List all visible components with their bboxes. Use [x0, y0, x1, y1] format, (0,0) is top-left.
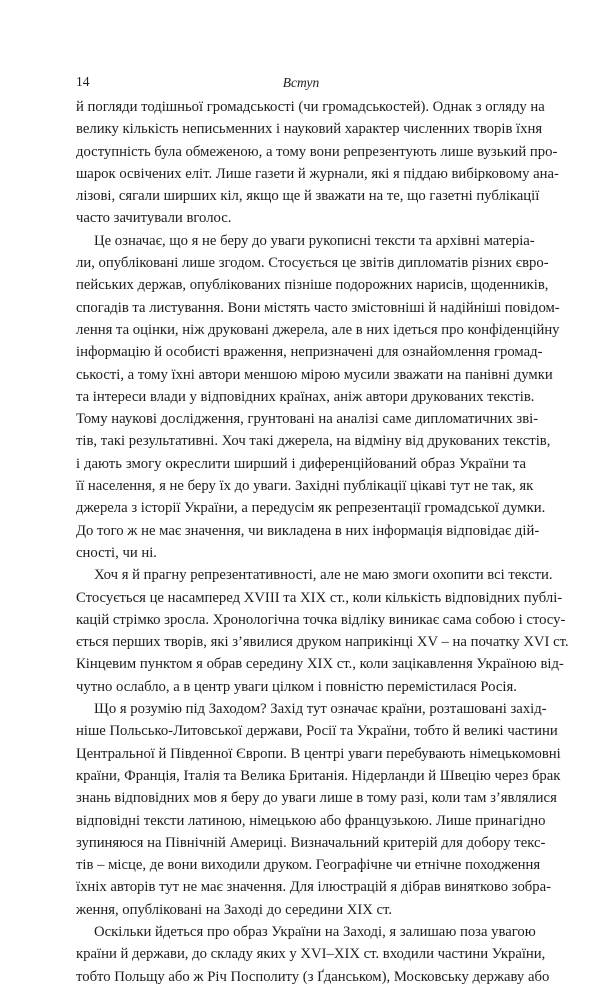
body-text — [76, 96, 569, 988]
text-line: її населення, я не беру їх до уваги. Західні публікації цікаві тут не так, як — [76, 478, 534, 495]
text-line: знань відповідних мов я беру до уваги лише в тому разі, коли там з’являлися — [76, 790, 557, 807]
text-line: велику кількість неписьменних і науковий характер численних творів їхня — [76, 121, 543, 138]
text-line: ється перших творів, які з’явилися друком наприкінці XV – на початку XVI ст. — [76, 634, 569, 651]
text-line: Тому наукові дослідження, грунтовані на аналізі саме дипломатичних зві- — [76, 411, 539, 428]
text-line: інформацію й особисті враження, непризначені для ознайомлення громад- — [76, 344, 543, 361]
text-line: відповідні тексти латиною, німецькою або французькою. Лише принагідно — [76, 812, 546, 829]
text-line: доступність була обмеженою, а тому вони репрезентують лише вузький про- — [76, 143, 558, 160]
text-line: ли, опубліковані лише згодом. Стосується це звітів дипломатів різних євро- — [76, 255, 549, 272]
text-line: їхніх авторів тут не має значення. Для ілюстрацій я дібрав винятково зобра- — [76, 879, 552, 896]
text-line: Це означає, що я не беру до уваги рукописні тексти та архівні матеріа- — [94, 232, 535, 249]
text-line: тів – місце, де вони виходили друком. Географічне чи етнічне походження — [76, 857, 541, 874]
text-line: Стосується це насамперед XVIII та XIX ст., коли кількість відповідних публі- — [76, 589, 563, 606]
text-line: джерела з історії України, а передусім як репрезентації громадської думки. — [76, 500, 546, 517]
text-line: спогадів та листування. Вони містять часто змістовніші й надійніші повідом- — [76, 299, 560, 316]
text-line: зупиняюся на Північній Америці. Визначальний критерій для добору текс- — [76, 834, 546, 851]
text-line: Кінцевим пунктом я обрав середину XIX ст., коли зацікавлення Україною від- — [76, 656, 564, 673]
text-line: Оскільки йдеться про образ України на Заході, я залишаю поза увагою — [94, 923, 536, 940]
text-line: ськості, а тому їхні автори меншою мірою мусили зважати на панівні думки — [76, 366, 553, 383]
text-line: і дають змогу окреслити ширший і диференційований образ України та — [76, 455, 526, 472]
text-line: кацій стрімко зросла. Хронологічна точка відліку виникає сама собою і стосу- — [76, 611, 566, 628]
text-line: Центральної й Південної Європи. В центрі уваги перебувають німецькомовні — [76, 745, 561, 762]
text-line: країни й держави, до складу яких у XVI–XIX ст. входили частини України, — [76, 946, 546, 963]
page-header — [76, 74, 526, 94]
text-line: шарок освічених еліт. Лише газети й журнали, які я піддаю вибірковому ана- — [76, 165, 559, 182]
running-title: Вступ — [282, 75, 320, 90]
text-line: До того ж не має значення, чи викладена в них інформація відповідає дій- — [76, 522, 540, 539]
text-line: лізові, сягали ширших кіл, якщо ще й зважати на те, що газетні публікації — [76, 188, 540, 205]
text-line: Що я розумію під Заходом? Захід тут означає країни, розташовані захід- — [94, 701, 547, 718]
text-line: пейських держав, опублікованих пізніше подорожних нарисів, щоденників, — [76, 277, 549, 294]
text-line: тів, такі результативні. Хоч такі джерела, на відміну від друкованих текстів, — [76, 433, 551, 450]
text-line: країни, Франція, Італія та Велика Британія. Нідерланди й Швецію через брак — [76, 767, 561, 784]
text-line: Хоч я й прагну репрезентативності, але не маю змоги охопити всі тексти. — [94, 567, 553, 584]
text-line: чутно ослабло, а в центр уваги цілком і повністю перемістилася Росія. — [76, 678, 517, 695]
text-line: й погляди тодішньої громадськості (чи громадськостей). Однак з огляду на — [76, 99, 545, 115]
text-line: сності, чи ні. — [76, 544, 157, 561]
page-number: 14 — [76, 74, 90, 89]
text-line: тобто Польщу або ж Річ Посполиту (з Ґданськом), Московську державу або — [76, 968, 550, 985]
text-line: та інтереси влади у відповідних країнах, аніж автори друкованих текстів. — [76, 388, 535, 405]
text-line: лення та оцінки, ніж друковані джерела, але в них ідеться про конфіденційну — [76, 321, 560, 338]
text-line: часто зачитували вголос. — [76, 210, 232, 227]
text-line: ніше Польсько-Литовської держави, Росії та України, тобто й великі частини — [76, 723, 558, 740]
text-line: ження, опубліковані на Заході до середини XIX ст. — [76, 901, 393, 918]
